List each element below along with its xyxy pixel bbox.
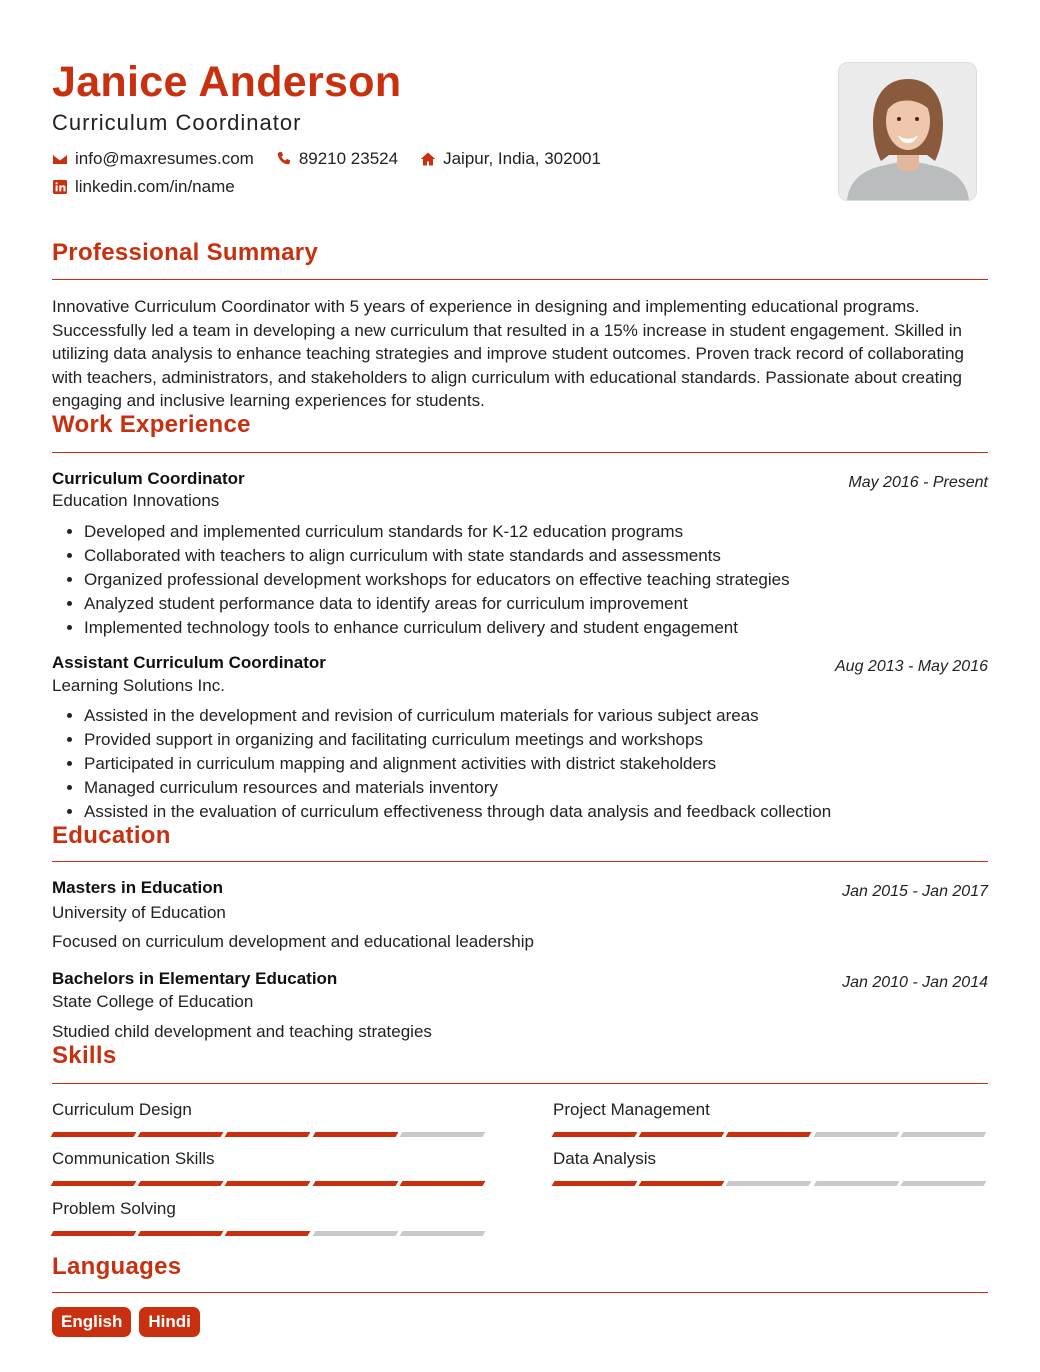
skill-item xyxy=(553,1100,989,1137)
job-bullet: • Assisted in the development and revision of curriculum materials for various subject areas xyxy=(84,704,831,728)
skill-level-bar xyxy=(52,1231,488,1236)
envelope-icon xyxy=(52,151,68,167)
job-bullet: • Assisted in the evaluation of curriculum effectiveness through data analysis and feedback collection xyxy=(84,800,831,824)
job-title: Curriculum Coordinator xyxy=(52,469,245,488)
skills-divider xyxy=(52,1083,988,1084)
skill-level-bar xyxy=(553,1181,989,1186)
contact-phone[interactable] xyxy=(276,149,398,169)
job-company: Education Innovations xyxy=(52,491,220,510)
degree-dates: Jan 2015 - Jan 2017 xyxy=(842,883,988,900)
skill-segment-filled xyxy=(225,1181,311,1186)
skill-segment-empty xyxy=(399,1132,485,1137)
skill-level-bar xyxy=(52,1181,488,1186)
skill-segment-filled xyxy=(726,1132,812,1137)
language-badge: English xyxy=(52,1307,131,1337)
job-dates: May 2016 - Present xyxy=(848,474,988,491)
skill-segment-filled xyxy=(51,1181,137,1186)
languages-divider xyxy=(52,1292,988,1293)
skill-segment-filled xyxy=(312,1181,398,1186)
skill-segment-filled xyxy=(312,1132,398,1137)
skill-segment-empty xyxy=(813,1181,899,1186)
skill-item xyxy=(52,1100,488,1137)
summary-heading: Professional Summary xyxy=(52,239,319,266)
skill-segment-filled xyxy=(225,1132,311,1137)
job-bullet: • Implemented technology tools to enhance curriculum delivery and student engagement xyxy=(84,616,790,640)
job-bullets xyxy=(52,520,790,640)
skill-level-bar xyxy=(52,1132,488,1137)
degree-description: Studied child development and teaching strategies xyxy=(52,1022,432,1041)
skill-segment-filled xyxy=(639,1132,725,1137)
skill-segment-filled xyxy=(225,1231,311,1236)
experience-heading: Work Experience xyxy=(52,411,251,438)
profile-photo xyxy=(838,62,977,201)
job-bullet: • Collaborated with teachers to align curriculum with state standards and assessments xyxy=(84,544,790,568)
location-text: Jaipur, India, 302001 xyxy=(443,149,601,168)
skill-segment-filled xyxy=(552,1132,638,1137)
languages-heading: Languages xyxy=(52,1253,182,1280)
skill-segment-filled xyxy=(552,1181,638,1186)
contact-row-1 xyxy=(52,149,623,169)
education-heading: Education xyxy=(52,822,171,849)
linkedin-text: linkedin.com/in/name xyxy=(75,177,235,196)
job-bullet: • Participated in curriculum mapping and alignment activities with district stakeholders xyxy=(84,752,831,776)
skill-segment-filled xyxy=(51,1132,137,1137)
skill-segment-filled xyxy=(399,1181,485,1186)
skill-level-bar xyxy=(553,1132,989,1137)
contact-email[interactable] xyxy=(52,149,254,169)
phone-text: 89210 23524 xyxy=(298,149,399,168)
skill-segment-filled xyxy=(138,1181,224,1186)
candidate-title: Curriculum Coordinator xyxy=(52,110,302,135)
skill-segment-empty xyxy=(312,1231,398,1236)
contact-row-2 xyxy=(52,177,257,197)
skill-name: Curriculum Design xyxy=(52,1100,192,1119)
skill-segment-filled xyxy=(138,1231,224,1236)
language-list xyxy=(52,1307,208,1337)
skill-segment-empty xyxy=(900,1181,986,1186)
skill-item xyxy=(52,1149,488,1186)
skill-name: Communication Skills xyxy=(52,1149,215,1168)
degree-dates: Jan 2010 - Jan 2014 xyxy=(842,974,988,991)
skill-segment-empty xyxy=(726,1181,812,1186)
degree-title: Bachelors in Elementary Education xyxy=(52,969,338,988)
education-divider xyxy=(52,861,988,862)
degree-description: Focused on curriculum development and educational leadership xyxy=(52,932,534,951)
job-company: Learning Solutions Inc. xyxy=(52,676,225,695)
job-bullet: • Managed curriculum resources and materials inventory xyxy=(84,776,831,800)
skill-segment-empty xyxy=(900,1132,986,1137)
job-bullet: • Developed and implemented curriculum standards for K-12 education programs xyxy=(84,520,790,544)
experience-divider xyxy=(52,452,988,453)
job-title: Assistant Curriculum Coordinator xyxy=(52,653,326,672)
language-badge: Hindi xyxy=(139,1307,200,1337)
skill-segment-filled xyxy=(639,1181,725,1186)
skill-name: Data Analysis xyxy=(553,1149,656,1168)
job-bullet: • Analyzed student performance data to identify areas for curriculum improvement xyxy=(84,592,790,616)
email-text: info@maxresumes.com xyxy=(75,149,254,168)
skill-item xyxy=(52,1199,488,1236)
job-bullet: • Provided support in organizing and facilitating curriculum meetings and workshops xyxy=(84,728,831,752)
skills-heading: Skills xyxy=(52,1042,117,1069)
linkedin-icon xyxy=(52,179,68,195)
summary-text: Innovative Curriculum Coordinator with 5 years of experience in designing and implementing educational programs. Successfully led a team in developing a new curriculum that resulted in a 15% increase in student engagement. Skilled in utilizing data analysis to enhance teaching strategies and improve student outcomes. Proven track record of collaborating with teachers, administrators, and stakeholders to align curriculum with educational standards. Passionate about creating engaging and inclusive learning experiences for students. xyxy=(52,297,964,410)
skill-segment-empty xyxy=(399,1231,485,1236)
contact-location xyxy=(420,149,601,169)
skill-name: Problem Solving xyxy=(52,1199,176,1218)
school-name: State College of Education xyxy=(52,992,254,1011)
skill-segment-filled xyxy=(51,1231,137,1236)
job-bullets xyxy=(52,704,831,824)
summary-divider xyxy=(52,279,988,280)
phone-icon xyxy=(276,151,292,167)
candidate-name: Janice Anderson xyxy=(52,58,402,106)
school-name: University of Education xyxy=(52,903,226,922)
skill-segment-filled xyxy=(138,1132,224,1137)
home-icon xyxy=(420,151,436,167)
job-bullet: • Organized professional development workshops for educators on effective teaching strategies xyxy=(84,568,790,592)
contact-linkedin[interactable] xyxy=(52,177,235,197)
degree-title: Masters in Education xyxy=(52,878,223,897)
skill-item xyxy=(553,1149,989,1186)
skill-segment-empty xyxy=(813,1132,899,1137)
skill-name: Project Management xyxy=(553,1100,710,1119)
job-dates: Aug 2013 - May 2016 xyxy=(835,658,988,675)
